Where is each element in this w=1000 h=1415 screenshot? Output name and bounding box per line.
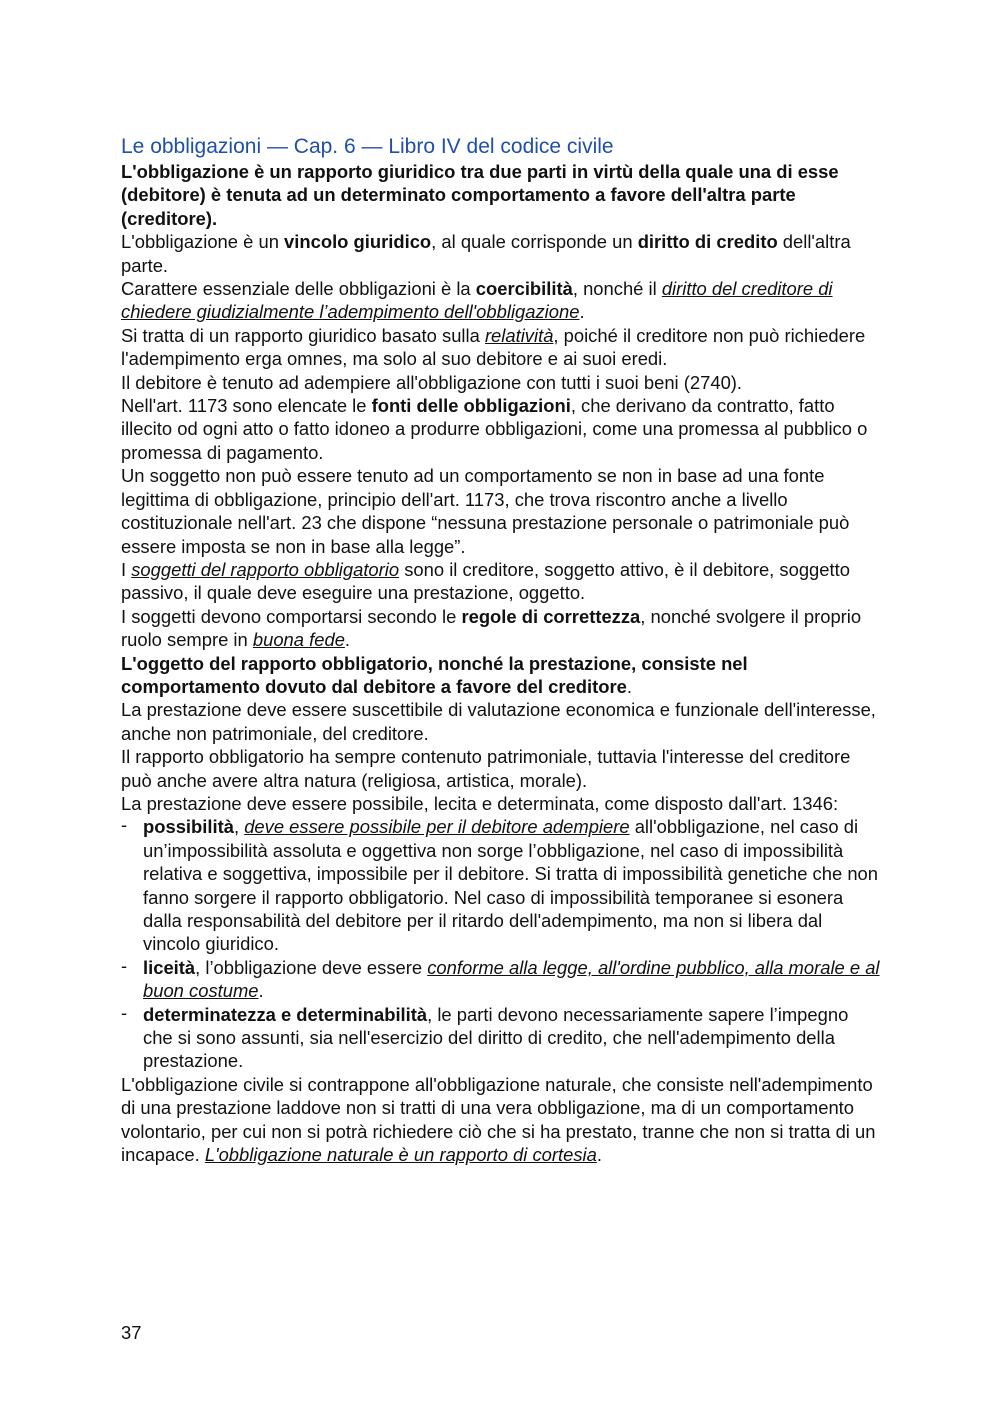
text: sono il creditore, soggetto attivo, è il debitore, soggetto passivo, il quale deve eseguire una prestazione, oggetto. xyxy=(121,558,850,604)
text: Carattere essenziale delle obbligazioni è la xyxy=(121,278,476,300)
paragraph-definition xyxy=(121,160,881,230)
paragraph-fonte-legittima xyxy=(121,464,881,558)
text: . xyxy=(626,675,632,697)
list-item xyxy=(121,1003,881,1073)
section-title: Le obbligazioni — Cap. 6 — Libro IV del codice civile xyxy=(121,135,614,158)
text: , le parti devono necessariamente sapere l’impegno che si sono assunti, sia nell'esercizio del diritto di credito, che nell'adempimento della prestazione. xyxy=(143,1003,849,1072)
bold-text: fonti delle obbligazioni xyxy=(371,395,571,417)
text: La prestazione deve essere possibile, lecita e determinata, come disposto dall'art. 1346: xyxy=(121,792,839,814)
bold-text: L'oggetto del rapporto obbligatorio, nonché la prestazione, consiste nel comportamento dovuto dal debitore a favore del creditore xyxy=(121,652,748,697)
emphasis-text: soggetti del rapporto obbligatorio xyxy=(131,558,400,580)
list-item xyxy=(121,815,881,955)
document-body xyxy=(121,134,881,1166)
paragraph-vincolo xyxy=(121,230,881,277)
text: , poiché il creditore non può richiedere l'adempimento erga omnes, ma solo al suo debitore e ai suoi eredi. xyxy=(121,324,866,370)
text: L'obbligazione è un xyxy=(121,231,285,253)
emphasis-text: diritto del creditore di chiedere giudizialmente l’adempimento dell'obbligazione xyxy=(121,278,833,323)
text: Nell'art. 1173 sono elencate le xyxy=(121,395,372,417)
dash-bullet: - xyxy=(121,814,128,836)
text: La prestazione deve essere suscettibile di valutazione economica e funzionale dell'interesse, anche non patrimoniale, del creditore. xyxy=(121,699,876,744)
dash-bullet: - xyxy=(121,1001,128,1023)
text: Un soggetto non può essere tenuto ad un comportamento se non in base ad una fonte legittima di obbligazione, principio dell'art. 1173, che trova riscontro anche a livello costituzionale nell'art. 23 che dispone “nessuna prestazione personale o patrimoniale può essere imposta se non in base alla legge”. xyxy=(121,465,850,557)
paragraph-oggetto xyxy=(121,652,881,699)
text: , che derivano da contratto, fatto illecito od ogni atto o fatto idoneo a produrre obbligazioni, come una promessa al pubblico o promessa di pagamento. xyxy=(121,395,868,463)
emphasis-text: L'obbligazione naturale è un rapporto di cortesia xyxy=(204,1144,597,1166)
text: , xyxy=(233,816,245,838)
text: , l’obbligazione deve essere xyxy=(195,956,428,978)
text: , al quale corrisponde un xyxy=(431,231,638,253)
text: dell'altra parte. xyxy=(121,231,851,276)
text: . xyxy=(258,980,264,1002)
text: . xyxy=(596,1144,602,1166)
list-item xyxy=(121,956,881,1003)
text: I xyxy=(121,558,132,580)
paragraph-valutazione xyxy=(121,698,881,745)
paragraph-requisiti xyxy=(121,792,881,815)
paragraph-fonti xyxy=(121,394,881,464)
bold-text: determinatezza e determinabilità xyxy=(143,1003,428,1025)
text: . xyxy=(344,629,351,651)
bold-text: vincolo giuridico xyxy=(284,231,432,253)
dash-bullet: - xyxy=(121,954,128,976)
text: Il rapporto obbligatorio ha sempre contenuto patrimoniale, tuttavia l'interesse del creditore può anche avere altra natura (religiosa, artistica, morale). xyxy=(121,746,851,791)
text: L'obbligazione civile si contrappone all'obbligazione naturale, che consiste nell'adempimento di una prestazione laddove non si tratti di una vera obbligazione, ma di un comportamento volontario, per cui non si potrà richiedere ciò che si ha prestato, tranne che non si tratta di un incapace. xyxy=(121,1073,876,1166)
paragraph-soggetti xyxy=(121,558,881,605)
emphasis-text: deve essere possibile per il debitore adempiere xyxy=(244,816,630,838)
text: . xyxy=(579,301,585,323)
emphasis-text: relatività xyxy=(484,324,554,346)
text: Il debitore è tenuto ad adempiere all'obbligazione con tutti i suoi beni (2740). xyxy=(121,371,743,393)
bold-text: diritto di credito xyxy=(637,231,778,253)
bold-text: possibilità xyxy=(143,816,234,838)
paragraph-relativita xyxy=(121,324,881,371)
text: , nonché svolgere il proprio ruolo sempre in xyxy=(121,605,862,651)
paragraph-coercibilita xyxy=(121,277,881,324)
paragraph-patrimoniale xyxy=(121,745,881,792)
bold-text: L'obbligazione è un rapporto giuridico tra due parti in virtù della quale una di esse (debitore) è tenuta ad un determinato comportamento a favore dell'altra parte (creditore). xyxy=(121,161,839,229)
text: , nonché il xyxy=(572,278,662,300)
bold-text: regole di correttezza xyxy=(461,605,641,627)
paragraph-beni xyxy=(121,371,881,394)
text: I soggetti devono comportarsi secondo le xyxy=(121,605,462,627)
paragraph-correttezza xyxy=(121,605,881,652)
text: all'obbligazione, nel caso di un’impossibilità assoluta e oggettiva non sorge l’obbligazione, nel caso di impossibilità relativa e soggettiva, impossibile per il debitore. Si tratta di impossibilità genetiche che non fanno sorgere il rapporto obbligatorio. Nel caso di impossibilità temporanee si esonera dalla responsabilità del debitore per il ritardo dell'adempimento, ma non si libera dal vincolo giuridico. xyxy=(143,816,878,955)
emphasis-text: conforme alla legge, all'ordine pubblico, alla morale e al buon costume xyxy=(143,956,880,1002)
emphasis-text: buona fede xyxy=(252,629,345,651)
text: Si tratta di un rapporto giuridico basato sulla xyxy=(121,324,485,346)
bold-text: liceità xyxy=(143,956,196,978)
bold-text: coercibilità xyxy=(475,278,573,300)
page-number: 37 xyxy=(121,1322,142,1343)
requirements-list xyxy=(121,815,881,1072)
paragraph-obbligazione-naturale xyxy=(121,1073,881,1167)
